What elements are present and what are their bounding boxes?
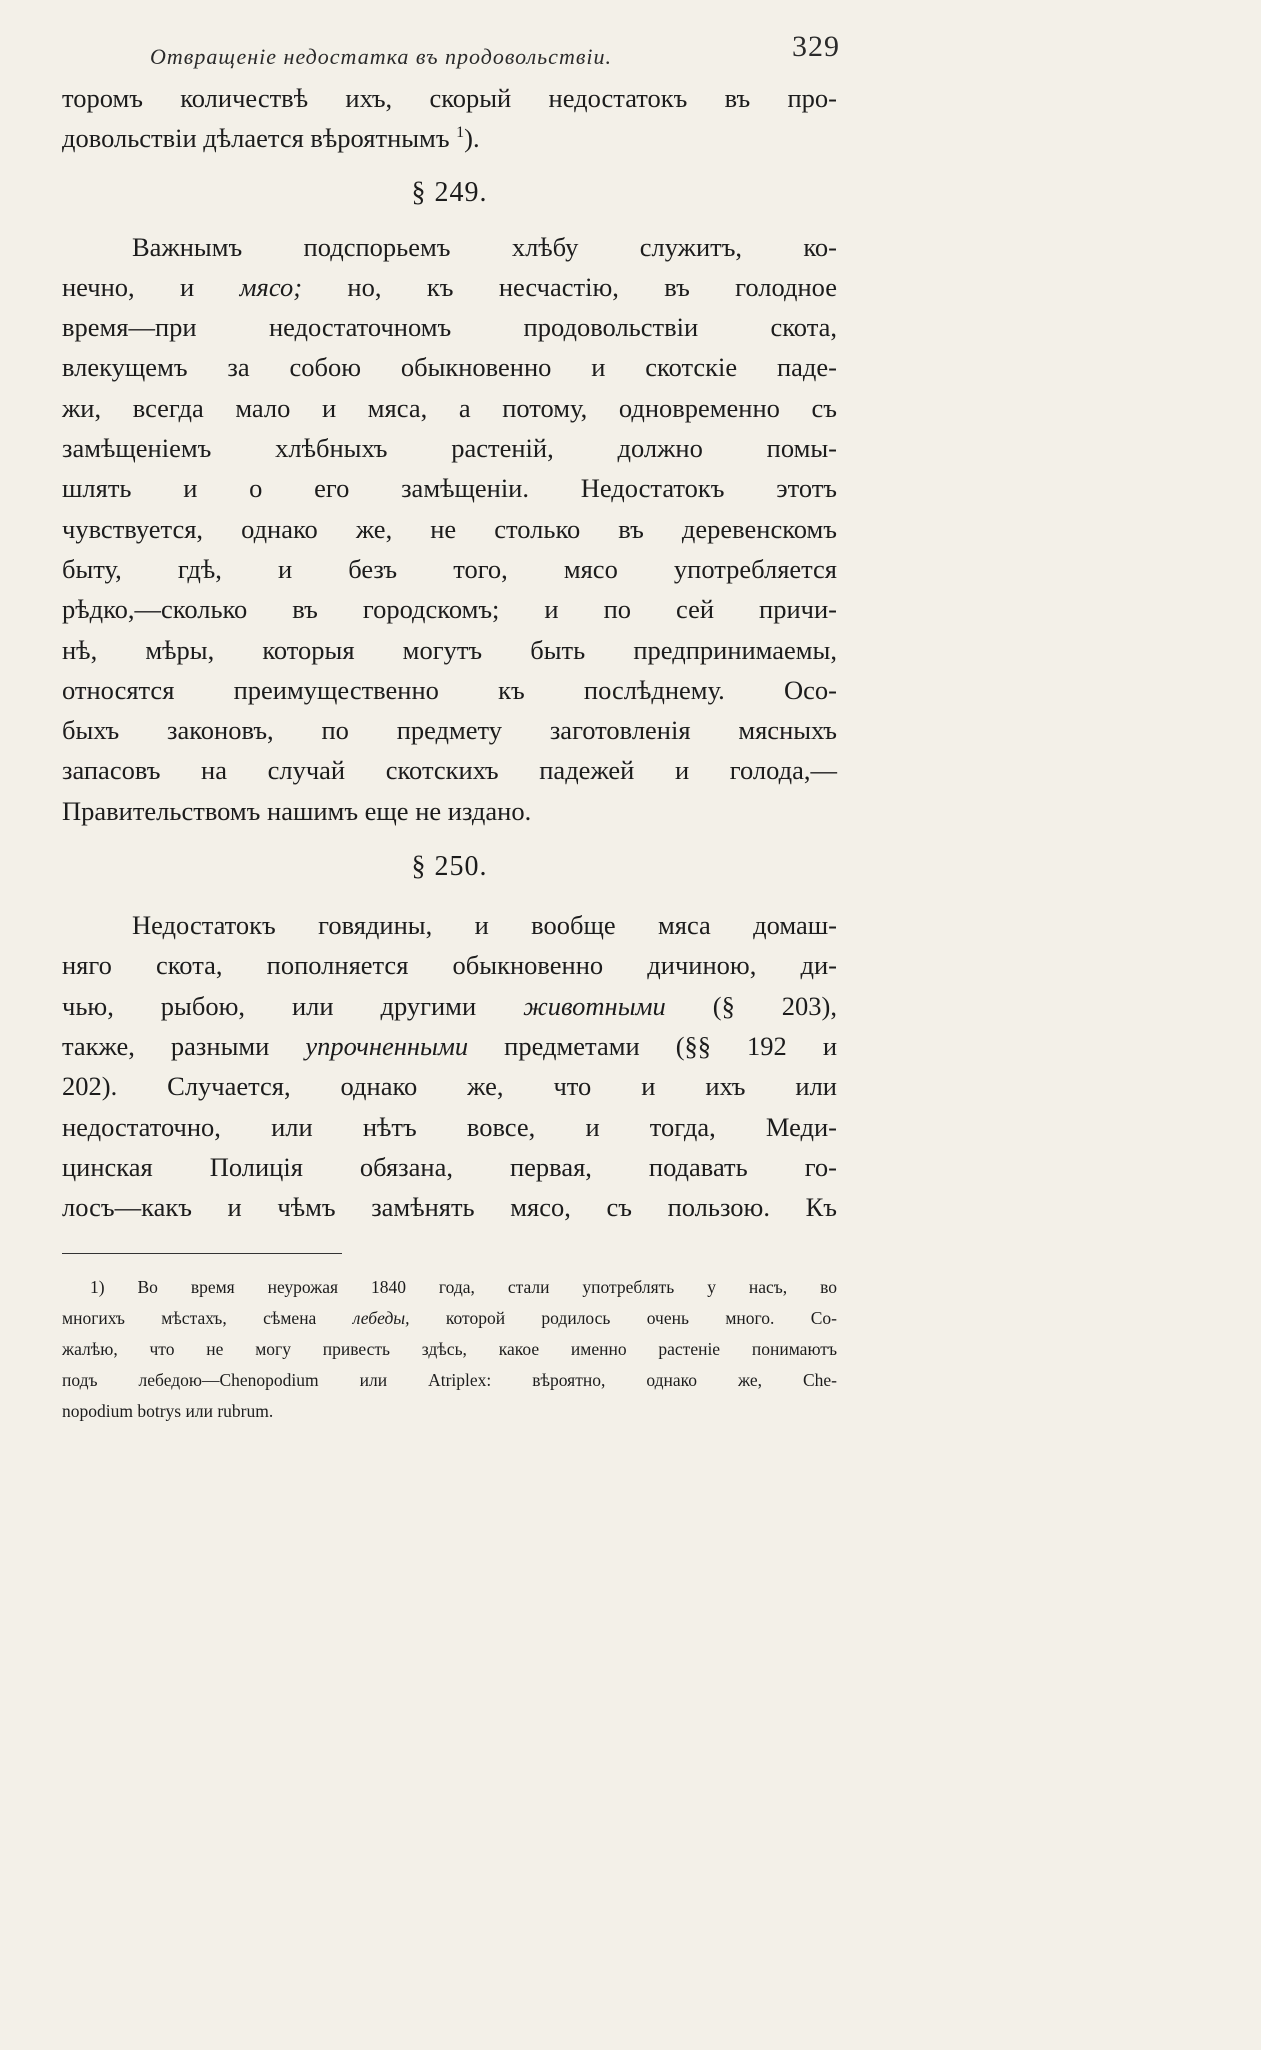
running-title: Отвращеніе недостатка въ продовольствіи. bbox=[150, 44, 612, 69]
text-line: рѣдко,—сколько въ городскомъ; и по сей причи- bbox=[62, 594, 837, 625]
text-line: Важнымъ подспорьемъ хлѣбу служитъ, ко- bbox=[132, 231, 837, 262]
footnote-line: 1) Во время неурожая 1840 года, стали употреблять у насъ, во bbox=[90, 1277, 837, 1298]
text-line: цинская Полиція обязана, первая, подавать го- bbox=[62, 1151, 837, 1182]
paragraph-continued bbox=[62, 78, 837, 159]
text-line: Недостатокъ говядины, и вообще мяса домаш- bbox=[132, 910, 837, 941]
text-line bbox=[62, 118, 837, 158]
italic-word: упрочненными bbox=[305, 1030, 469, 1061]
text-fragment: чью, рыбою, или другими bbox=[62, 990, 477, 1021]
section-heading-249: § 249. bbox=[411, 176, 488, 208]
text-line: быхъ законовъ, по предмету заготовленія мясныхъ bbox=[62, 715, 837, 746]
text-line: няго скота, пополняется обыкновенно дичиною, ди- bbox=[62, 950, 837, 981]
text-line bbox=[62, 986, 837, 1026]
footnote-line: жалѣю, что не могу привесть здѣсь, какое именно растеніе понимаютъ bbox=[62, 1339, 837, 1360]
footnote-line: подъ лебедою—Chenopodium или Atriplex: вѣроятно, однако же, Che- bbox=[62, 1370, 837, 1391]
text-fragment: также, разными bbox=[62, 1030, 270, 1061]
text-line: относятся преимущественно къ послѣднему. Осо- bbox=[62, 674, 837, 705]
section-heading-250: § 250. bbox=[411, 851, 488, 883]
footnote-reference: 1 bbox=[456, 124, 465, 142]
text-fragment: которой родилось очень много. Со- bbox=[409, 1308, 837, 1329]
text-fragment: нечно, и bbox=[62, 271, 195, 302]
text-line: время—при недостаточномъ продовольствіи скота, bbox=[62, 312, 837, 343]
text-fragment: предметами (§§ 192 и bbox=[468, 1030, 838, 1061]
text-line: чувствуется, однако же, не столько въ деревенскомъ bbox=[62, 513, 837, 544]
text-fragment: довольствіи дѣлается вѣроятнымъ bbox=[62, 123, 450, 154]
footnote-divider bbox=[62, 1253, 342, 1254]
text-line: недостаточно, или нѣтъ вовсе, и тогда, Меди- bbox=[62, 1111, 837, 1142]
text-line: торомъ количествѣ ихъ, скорый недостатокъ въ про- bbox=[62, 83, 837, 113]
text-line bbox=[62, 1026, 837, 1066]
italic-word: лебеды, bbox=[352, 1308, 410, 1329]
text-line bbox=[62, 267, 837, 307]
text-line: замѣщеніемъ хлѣбныхъ растеній, должно помы- bbox=[62, 433, 837, 464]
text-line: Правительствомъ нашимъ еще не издано. bbox=[62, 795, 532, 826]
text-line: шлять и о его замѣщеніи. Недостатокъ этотъ bbox=[62, 473, 837, 504]
italic-word: мясо; bbox=[239, 271, 303, 302]
italic-word: животными bbox=[523, 990, 666, 1021]
text-fragment: но, къ несчастію, въ голодное bbox=[302, 271, 838, 302]
footnote-line bbox=[62, 1303, 837, 1334]
footnote-1 bbox=[62, 1272, 837, 1427]
page-number: 329 bbox=[792, 30, 840, 63]
text-line: жи, всегда мало и мяса, а потому, одновременно съ bbox=[62, 392, 837, 423]
paragraph-250 bbox=[62, 905, 837, 1227]
paragraph-249 bbox=[62, 227, 837, 831]
footnote-line: nopodium botrys или rubrum. bbox=[62, 1401, 274, 1422]
text-line: влекущемъ за собою обыкновенно и скотскіе паде- bbox=[62, 352, 837, 383]
text-fragment: ). bbox=[464, 123, 480, 154]
text-line: 202). Случается, однако же, что и ихъ или bbox=[62, 1071, 837, 1102]
text-fragment: (§ 203), bbox=[665, 990, 837, 1021]
text-fragment: многихъ мѣстахъ, сѣмена bbox=[62, 1308, 317, 1329]
text-line: запасовъ на случай скотскихъ падежей и голода,— bbox=[62, 755, 837, 786]
text-line: лосъ—какъ и чѣмъ замѣнять мясо, съ пользою. Къ bbox=[62, 1192, 837, 1223]
text-line: быту, гдѣ, и безъ того, мясо употребляется bbox=[62, 553, 837, 584]
running-head bbox=[62, 30, 840, 78]
text-line: нѣ, мѣры, которыя могутъ быть предпринимаемы, bbox=[62, 634, 837, 665]
